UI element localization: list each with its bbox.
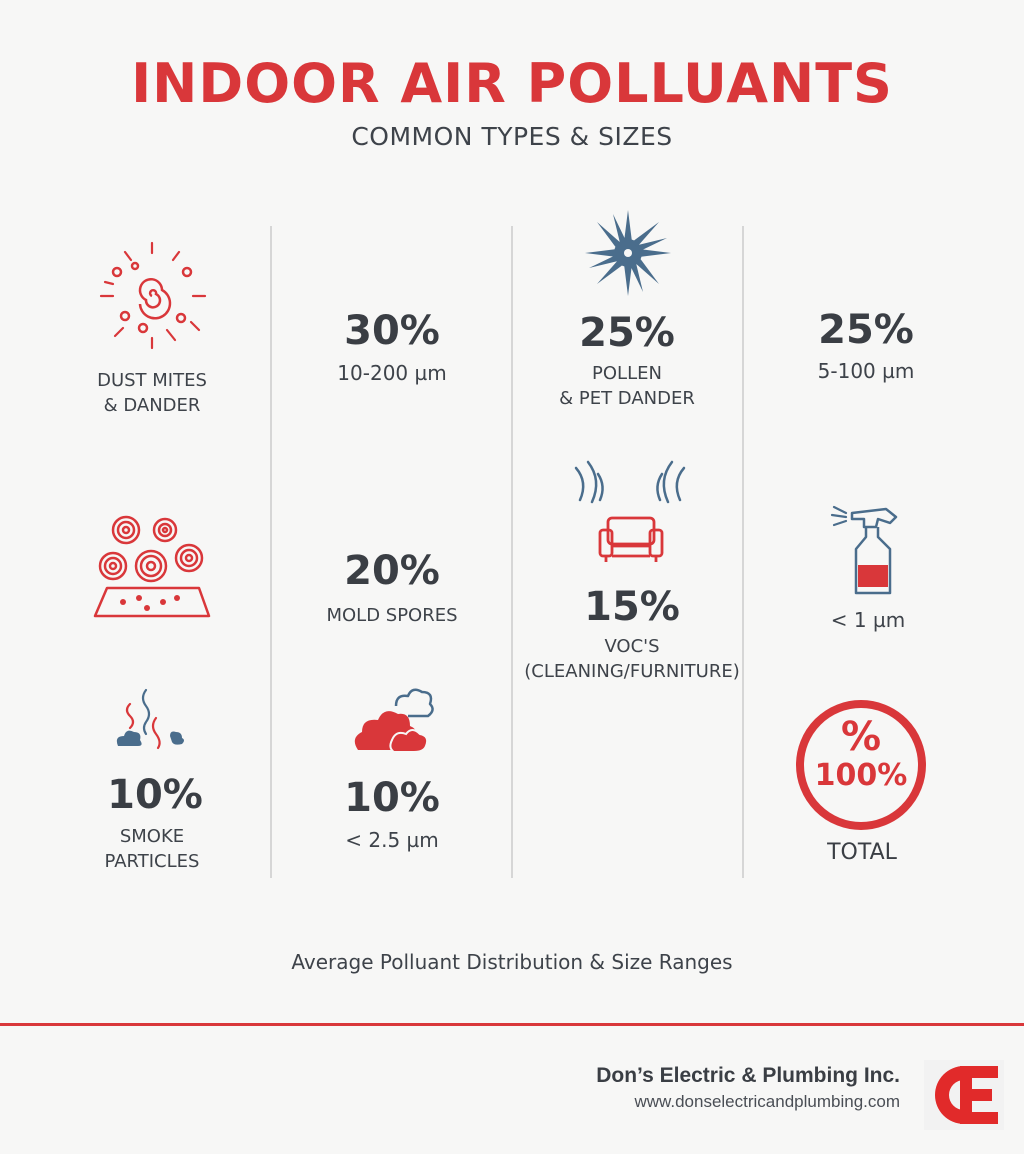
column-divider: [511, 226, 513, 878]
smoke-icon: [112, 686, 192, 752]
fine-particles-size: < 2.5 µm: [345, 828, 439, 852]
cloud-icon: [352, 684, 437, 756]
chart-caption: Average Polluant Distribution & Size Ranges: [291, 950, 733, 974]
mold-percent: 20%: [344, 548, 440, 594]
pollen-icon: [583, 208, 673, 298]
smoke-label: SMOKE PARTICLES: [104, 826, 200, 872]
pollen-dander-size: 5-100 µm: [817, 359, 915, 383]
smoke-percent: 10%: [107, 772, 203, 818]
dust-mites-size: 10-200 µm: [337, 361, 447, 385]
company-name: Don’s Electric & Plumbing Inc.: [596, 1064, 900, 1087]
column-divider: [742, 226, 744, 878]
company-url[interactable]: www.donselectricandplumbing.com: [634, 1092, 900, 1111]
mold-label: MOLD SPORES: [326, 605, 458, 626]
dust-mite-icon: [95, 238, 210, 353]
dust-mites-label: DUST MITES & DANDER: [97, 370, 207, 416]
column-divider: [270, 226, 272, 878]
company-logo-icon: [924, 1060, 1004, 1130]
page-title: INDOOR AIR POLLUANTS: [131, 52, 893, 115]
mold-spores-icon: [93, 510, 213, 622]
page-subtitle: COMMON TYPES & SIZES: [351, 122, 673, 151]
total-percent: 100%: [814, 758, 908, 793]
total-percent-symbol: %: [840, 714, 882, 760]
voc-label: VOC'S (CLEANING/FURNITURE): [524, 636, 740, 682]
dust-mites-percent: 30%: [344, 308, 440, 354]
spray-size: < 1 µm: [830, 608, 906, 632]
voc-percent: 15%: [584, 584, 680, 630]
total-label: TOTAL: [827, 840, 897, 865]
sofa-voc-icon: [566, 460, 696, 570]
footer-divider: [0, 1023, 1024, 1026]
pollen-percent: 25%: [579, 310, 675, 356]
pollen-label: POLLEN & PET DANDER: [559, 363, 695, 409]
spray-bottle-icon: [828, 505, 908, 597]
fine-particles-percent: 10%: [344, 775, 440, 821]
pollen-dander-percent: 25%: [818, 307, 914, 353]
